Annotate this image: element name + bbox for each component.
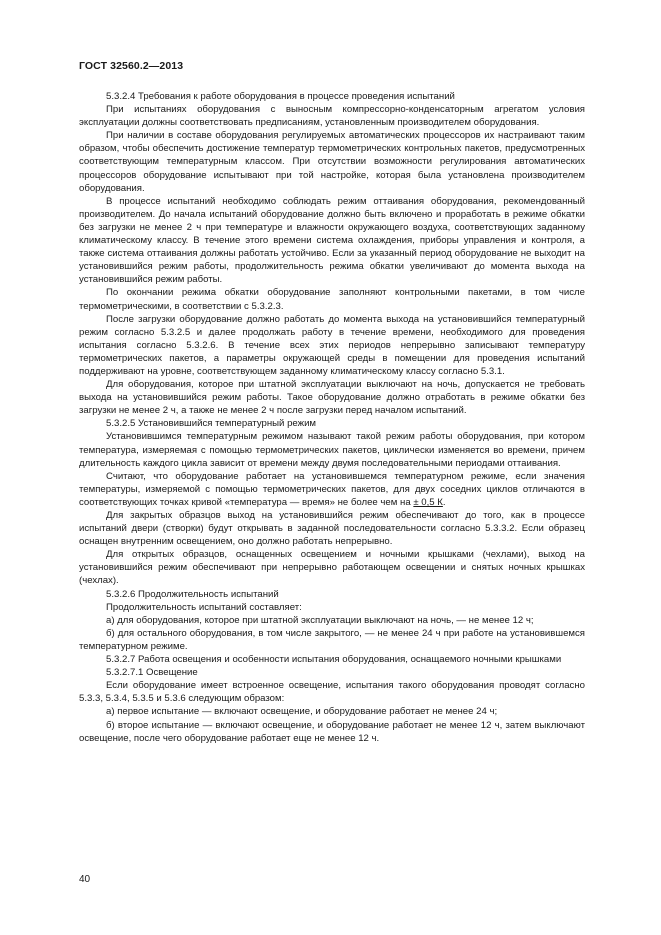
- paragraph: После загрузки оборудование должно работать до момента выхода на установившийся температурный режим согласно 5.3.2.5 и далее продолжать работу в течение времени, необходимого для проведения испытания согласно 5.3.2.6. В течение всех этих периодов непрерывно записывают температуру термометрических пакетов, а параметры окружающей среды в помещении для проведения испытаний поддерживают на уровне, соответствующем заданному климатическому классу согласно 5.3.1.: [79, 313, 585, 377]
- page-number: 40: [79, 874, 91, 885]
- paragraph-heading-5-3-2-5: 5.3.2.5 Установившийся температурный режим: [106, 418, 317, 430]
- list-item-a: а) первое испытание — включают освещение, и оборудование работает не менее 24 ч;: [106, 706, 498, 718]
- paragraph: При испытаниях оборудования с выносным компрессорно-конденсаторным агрегатом условия эксплуатации должны соответствовать предписаниям, установленным производителем оборудования.: [79, 104, 585, 129]
- paragraph: Если оборудование имеет встроенное освещение, испытания такого оборудования проводят согласно 5.3.3, 5.3.4, 5.3.5 и 5.3.6 следующим образом:: [79, 680, 585, 705]
- paragraph: Установившимся температурным режимом называют такой режим работы оборудования, при котором температура, измеряемая с помощью термометрических пакетов, циклически изменяется во времени, причем длительность каждого цикла зависит от времени между двумя последовательными периодами оттаивания.: [79, 431, 585, 469]
- standard-code-header: ГОСТ 32560.2—2013: [79, 60, 184, 72]
- paragraph-heading-5-3-2-6: 5.3.2.6 Продолжительность испытаний: [106, 588, 279, 600]
- paragraph-with-tolerance: Считают, что оборудование работает на установившемся температурном режиме, если значения температуры, измеряемой с помощью термометрических пакетов, для двух соседних циклов отличаются в соответствующих точках кривой «температура — время» не более чем на ± 0,5 К.: [79, 470, 585, 508]
- list-item-b: б) для остального оборудования, в том числе закрытого, — не менее 24 ч при работе на установившемся температурном режиме.: [79, 627, 585, 652]
- paragraph-text: Считают, что оборудование работает на установившемся температурном режиме, если значения температуры, измеряемой с помощью термометрических пакетов, для двух соседних циклов отличаются в соответствующих точках кривой «температура — время» не более чем на: [79, 470, 585, 508]
- paragraph: Для закрытых образцов выход на установившийся режим обеспечивают до того, как в процессе испытаний двери (створки) будут открывать в заданной последовательности согласно 5.3.3.2. Если образец оснащен внутренним освещением, оно должно работать непрерывно.: [79, 510, 585, 548]
- tolerance-value: ± 0,5 К: [413, 496, 443, 508]
- paragraph-heading-5-3-2-4: 5.3.2.4 Требования к работе оборудования в процессе проведения испытаний: [106, 91, 455, 102]
- paragraph: Продолжительность испытаний составляет:: [106, 601, 302, 613]
- paragraph: По окончании режима обкатки оборудование заполняют контрольными пакетами, в том числе термометрическими, в соответствии с 5.3.2.3.: [79, 287, 585, 312]
- list-item-b: б) второе испытание — включают освещение, и оборудование работает не менее 12 ч, затем выключают освещение, после чего оборудование работает еще не менее 12 ч.: [79, 719, 585, 744]
- paragraph: В процессе испытаний необходимо соблюдать режим оттаивания оборудования, рекомендованный производителем. До начала испытаний оборудование должно быть включено и проработать в режиме обкатки без загрузки не менее 2 ч при температуре и влажности окружающего воздуха, соответствующих заданному климатическому классу. В течение этого времени система охлаждения, приборы управления и контроля, а также система оттаивания должны работать устойчиво. Если за указанный период оборудование не выходит на установившийся режим работы, продолжительность режима обкатки увеличивают до момента выхода на установившийся режим работы.: [79, 195, 585, 286]
- paragraph-heading-5-3-2-7: 5.3.2.7 Работа освещения и особенности испытания оборудования, оснащаемого ночными крышками: [106, 654, 562, 666]
- list-item-a: а) для оборудования, которое при штатной эксплуатации выключают на ночь, — не менее 12 ч;: [106, 614, 534, 626]
- paragraph-heading-5-3-2-7-1: 5.3.2.7.1 Освещение: [106, 667, 198, 679]
- paragraph: Для открытых образцов, оснащенных освещением и ночными крышками (чехлами), выход на установившийся режим обеспечивают при непрерывно работающем освещении и снятых ночных крышках (чехлах).: [79, 549, 585, 587]
- paragraph: Для оборудования, которое при штатной эксплуатации выключают на ночь, допускается не требовать выхода на установившийся режим работы. Такое оборудование должно отработать в режиме обкатки без загрузки не менее 2 ч, а также не менее 2 ч после загрузки перед началом испытаний.: [79, 379, 585, 417]
- document-body: [79, 90, 585, 745]
- paragraph: При наличии в составе оборудования регулируемых автоматических процессоров их настраивают таким образом, чтобы обеспечить достижение температур термометрических контрольных пакетов, предусмотренных соответствующим температурным классом. При отсутствии возможности регулирования автоматических процессоров оборудование испытывают при той настройке, которая была установлена производителем оборудования.: [79, 130, 585, 194]
